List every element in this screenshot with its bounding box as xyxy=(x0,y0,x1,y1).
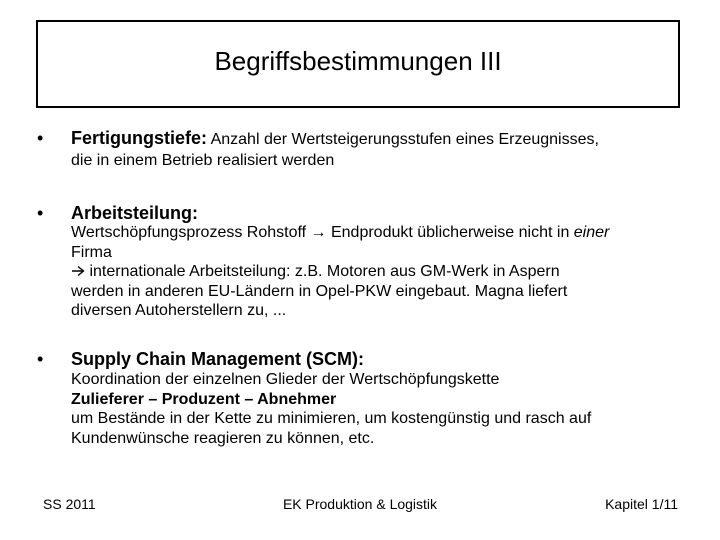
bullet-heading: Arbeitsteilung: xyxy=(71,203,199,223)
bullet-dot: • xyxy=(37,203,44,223)
bullet-heading-line xyxy=(71,127,599,151)
body-line: um Bestände in der Kette zu minimieren, um kostengünstig und rasch auf xyxy=(71,410,592,427)
bullet-body xyxy=(71,370,691,448)
body-line: diversen Autoherstellern zu, ... xyxy=(71,302,287,319)
bullet-body xyxy=(71,223,691,321)
body-text-segment: internationale Arbeitsteilung: z.B. Motoren aus GM-Werk in Aspern xyxy=(85,263,560,280)
body-line: Koordination der einzelnen Glieder der Wertschöpfungskette xyxy=(71,371,500,388)
footer-chapter: Kapitel 1/11 xyxy=(605,496,678,512)
bullet-heading-description: Anzahl der Wertsteigerungsstufen eines Erzeugnisses, xyxy=(207,131,599,148)
bullet-heading: Fertigungstiefe: xyxy=(71,128,208,148)
body-line: Firma xyxy=(71,243,112,261)
bullet-dot: • xyxy=(37,128,44,148)
bullet-heading: Supply Chain Management (SCM): xyxy=(71,349,365,369)
emphasis-text: einer xyxy=(573,224,610,241)
body-line: die in einem Betrieb realisiert werden xyxy=(71,152,335,169)
body-line xyxy=(71,262,691,282)
slide-title: Begriffsbestimmungen III xyxy=(214,46,502,76)
arrow-icon: → xyxy=(310,224,327,241)
footer-semester: SS 2011 xyxy=(43,496,96,512)
body-line: Kundenwünsche reagieren zu können, etc. xyxy=(71,429,375,447)
open-arrow-icon xyxy=(71,262,85,282)
body-line-bold: Zulieferer – Produzent – Abnehmer xyxy=(71,390,337,408)
body-line: werden in anderen EU-Ländern in Opel-PKW eingebaut. Magna liefert xyxy=(71,282,568,300)
bullet-dot: • xyxy=(37,349,44,369)
body-line xyxy=(71,223,691,243)
title-box xyxy=(36,20,680,108)
body-text-segment: Wertschöpfungsprozess Rohstoff xyxy=(71,224,311,241)
bullet-body xyxy=(71,151,691,171)
body-text-segment: Endprodukt üblicherweise nicht in xyxy=(326,224,574,241)
footer-course: EK Produktion & Logistik xyxy=(282,496,438,512)
